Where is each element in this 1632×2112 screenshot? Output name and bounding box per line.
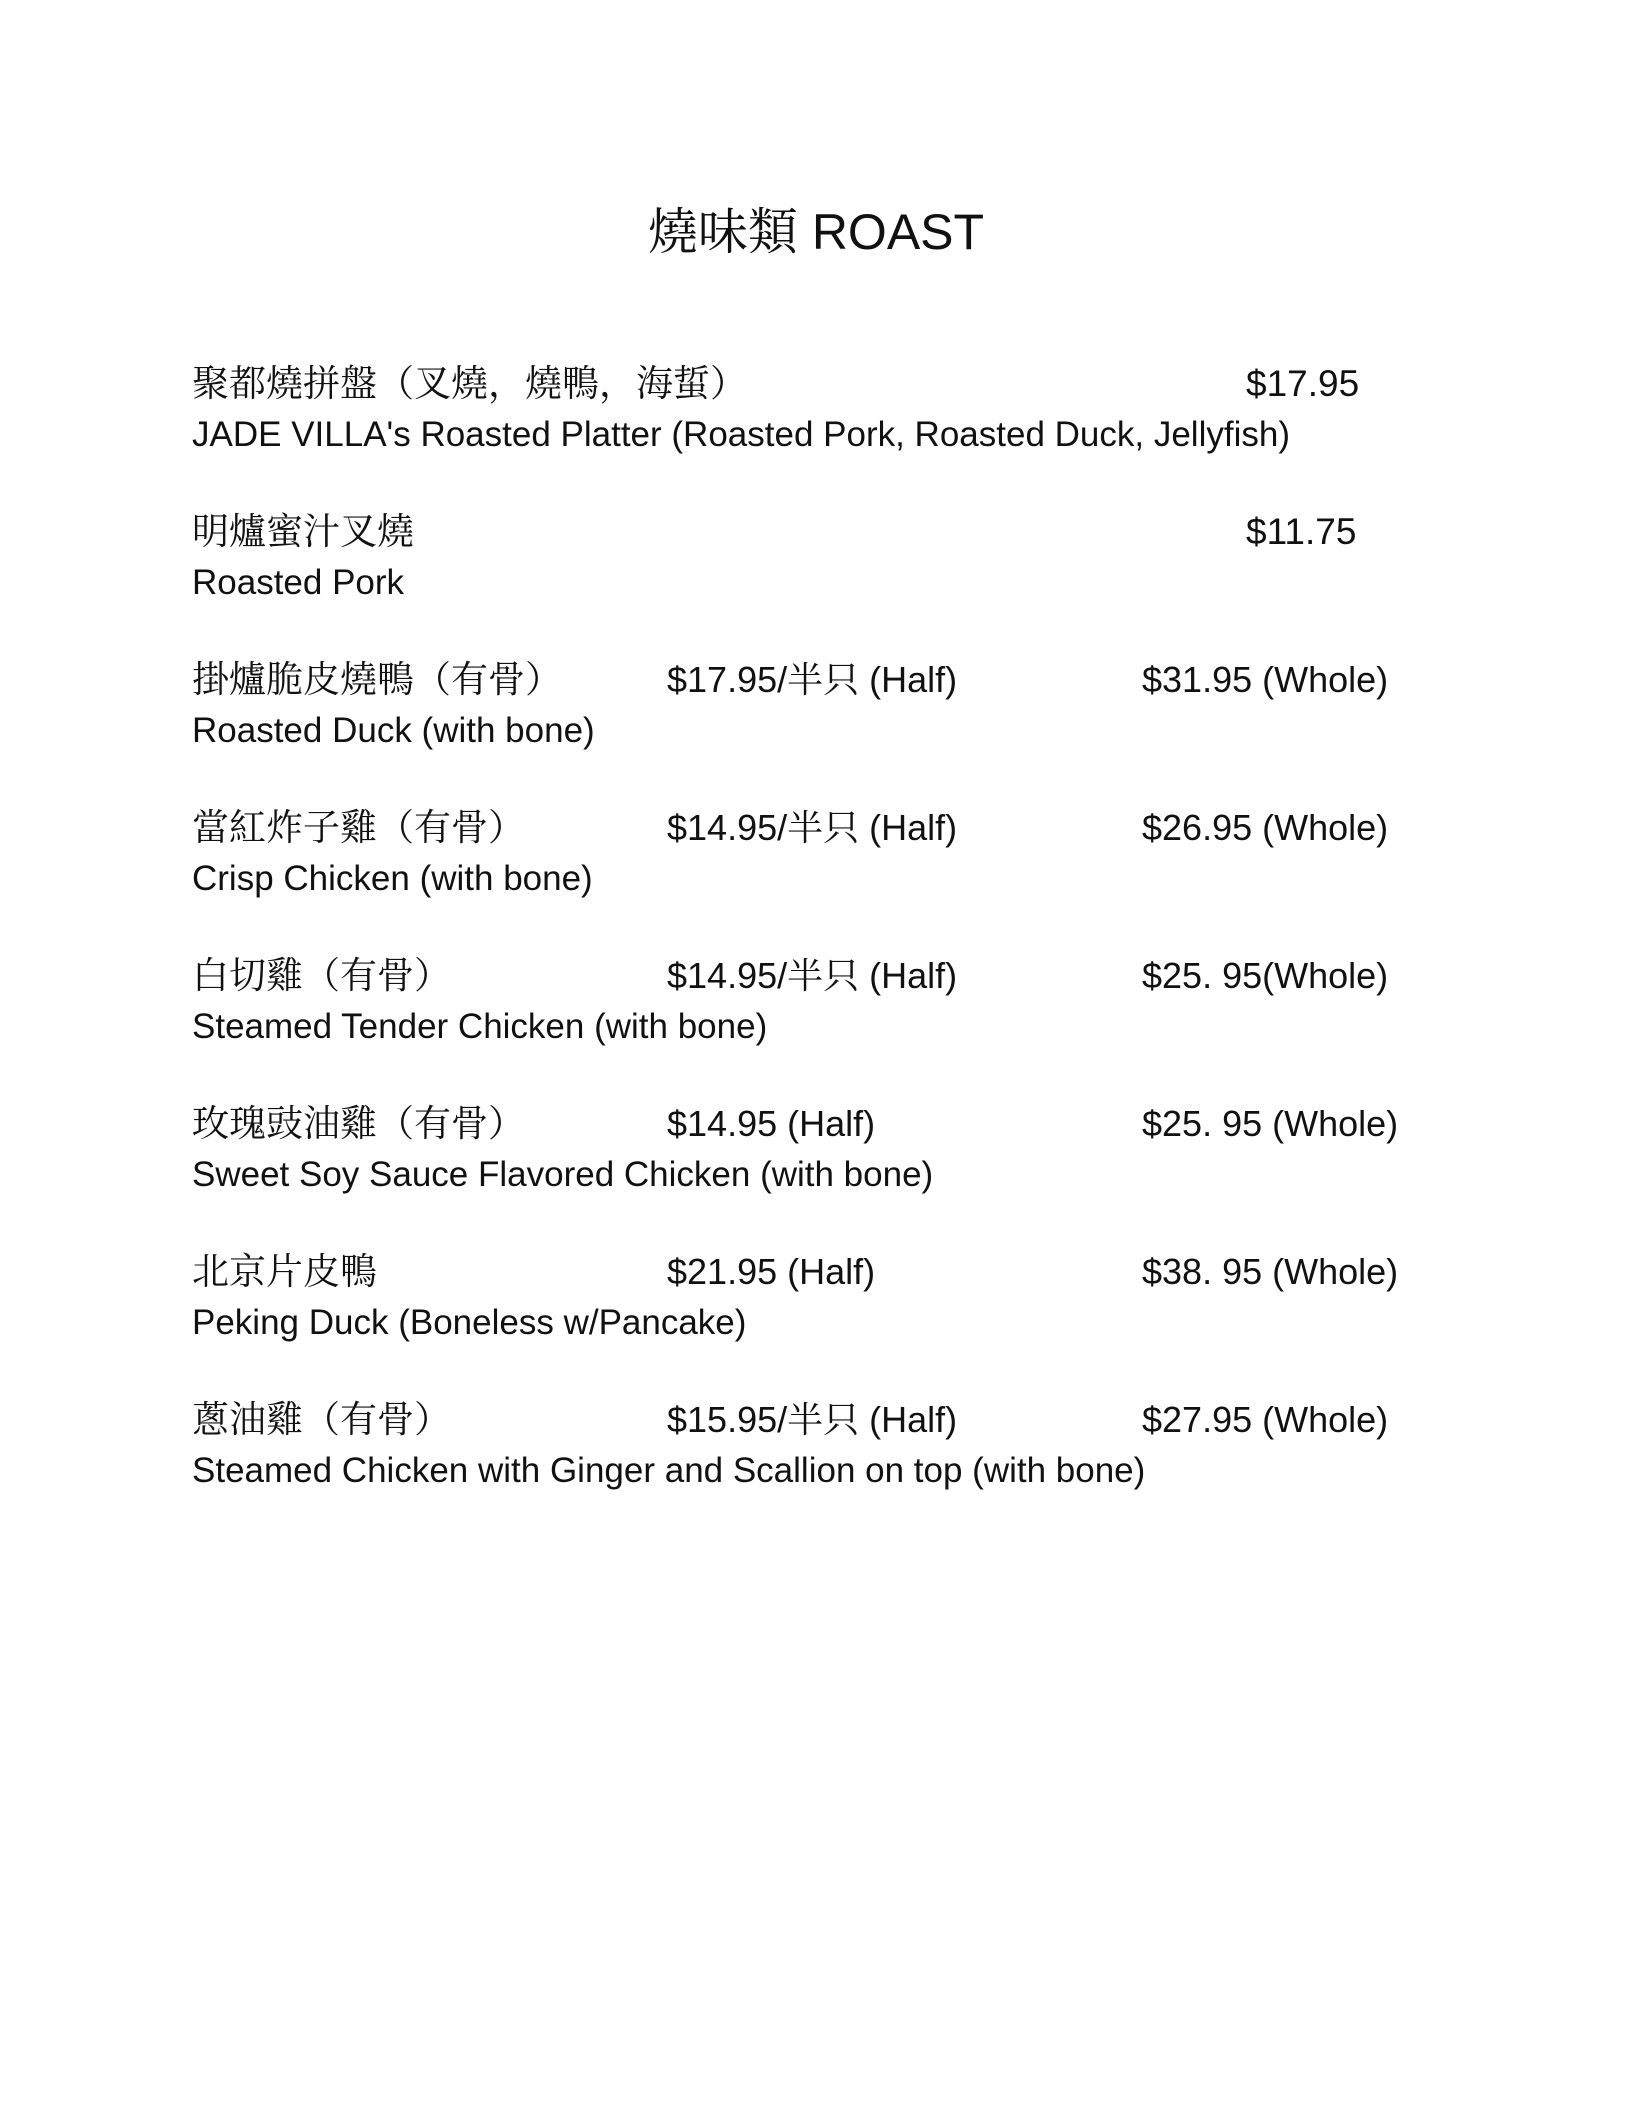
item-price-whole: $38. 95 (Whole) <box>1142 1251 1399 1292</box>
item-price-whole: $27.95 (Whole) <box>1142 1399 1389 1440</box>
menu-item <box>192 950 1452 1060</box>
item-chinese-name: 蔥油雞（有骨） <box>192 1399 451 1440</box>
item-chinese-name: 玫瑰豉油雞（有骨） <box>192 1103 525 1144</box>
item-chinese-name: 白切雞（有骨） <box>192 955 451 996</box>
menu-item-header <box>192 950 1452 1002</box>
item-price: $17.95 <box>1246 363 1360 404</box>
item-chinese-name: 掛爐脆皮燒鴨（有骨） <box>192 659 562 700</box>
menu-item <box>192 1394 1452 1504</box>
item-price-whole: $31.95 (Whole) <box>1142 659 1389 700</box>
item-price-whole: $25. 95(Whole) <box>1142 955 1389 996</box>
menu-item-header <box>192 802 1452 854</box>
item-english-name: Crisp Chicken (with bone) <box>192 859 593 898</box>
menu-item-header <box>192 654 1452 706</box>
item-english-name: JADE VILLA's Roasted Platter (Roasted Pork, Roasted Duck, Jellyfish) <box>192 415 1290 454</box>
item-price: $11.75 <box>1246 511 1357 552</box>
menu-item-header <box>192 506 1452 558</box>
menu-item-header <box>192 1246 1452 1298</box>
item-price-half: $14.95 (Half) <box>667 1103 876 1144</box>
menu-item <box>192 654 1452 764</box>
item-price-half: $21.95 (Half) <box>667 1251 876 1292</box>
item-price-half: $17.95/半只 (Half) <box>667 659 958 700</box>
menu-item <box>192 358 1452 468</box>
item-english-name: Peking Duck (Boneless w/Pancake) <box>192 1303 747 1342</box>
item-price-half: $14.95/半只 (Half) <box>667 807 958 848</box>
menu-item <box>192 506 1452 616</box>
menu-item-header <box>192 1098 1452 1150</box>
item-price-whole: $26.95 (Whole) <box>1142 807 1389 848</box>
item-price-half: $14.95/半只 (Half) <box>667 955 958 996</box>
item-english-name: Steamed Tender Chicken (with bone) <box>192 1007 768 1046</box>
menu-item-header <box>192 1394 1452 1446</box>
item-price-half: $15.95/半只 (Half) <box>667 1399 958 1440</box>
item-chinese-name: 北京片皮鴨 <box>192 1251 377 1292</box>
item-english-name: Sweet Soy Sauce Flavored Chicken (with bone) <box>192 1155 934 1194</box>
item-chinese-name: 聚都燒拼盤（叉燒，燒鴨，海蜇） <box>192 363 747 404</box>
item-chinese-name: 當紅炸子雞（有骨） <box>192 807 525 848</box>
page-title: 燒味類 ROAST <box>647 204 985 260</box>
item-english-name: Steamed Chicken with Ginger and Scallion on top (with bone) <box>192 1451 1146 1490</box>
item-price-whole: $25. 95 (Whole) <box>1142 1103 1399 1144</box>
menu-item <box>192 1246 1452 1356</box>
item-chinese-name: 明爐蜜汁叉燒 <box>192 511 414 552</box>
item-english-name: Roasted Duck (with bone) <box>192 711 595 750</box>
menu-item <box>192 1098 1452 1208</box>
menu-item-header <box>192 358 1452 410</box>
item-english-name: Roasted Pork <box>192 563 405 602</box>
menu-item <box>192 802 1452 912</box>
